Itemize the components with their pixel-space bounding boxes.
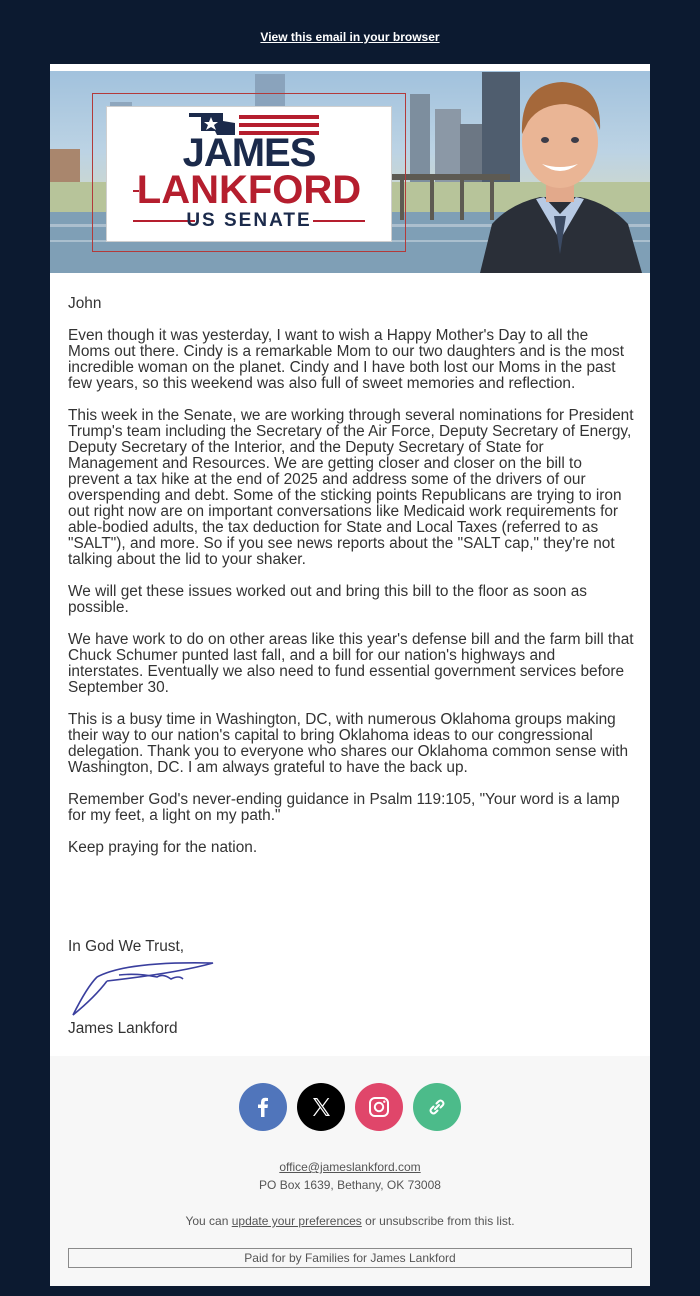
campaign-logo xyxy=(106,106,392,242)
paragraph: We will get these issues worked out and bring this bill to the floor as soon as possible. xyxy=(68,583,587,616)
closing-line: In God We Trust, xyxy=(68,938,185,955)
header-banner xyxy=(50,64,650,273)
email-card xyxy=(50,64,650,1286)
facebook-icon xyxy=(251,1095,275,1119)
view-in-browser-link[interactable]: View this email in your browser xyxy=(260,30,440,44)
paragraph: Remember God's never-ending guidance in Psalm 119:105, "Your word is a lamp for my feet, a light on my path." xyxy=(68,791,620,824)
social-links xyxy=(50,1083,650,1131)
email-footer xyxy=(50,1056,650,1286)
logo-text-james: JAMES xyxy=(182,131,316,175)
prefs-prefix: You can xyxy=(185,1214,232,1228)
handwritten-signature-image xyxy=(67,957,217,1019)
paragraph: This week in the Senate, we are working through several nominations for President Trump's team including the Secretary of the Air Force, Deputy Secretary of Energy, Deputy Secretary of the Interior, and the Deputy Secretary of State for Management and Resources. We are getting closer and closer on the bill to prevent a tax hike at the end of 2025 and address some of the drivers of our overspending and debt. Some of the sticking points Republicans are trying to iron out right now are on important conversations like Medicaid work requirements for able-bodied adults, the tax deduction for State and Local Taxes (referred to as "SALT"), and more. So if you see news reports about the "SALT cap," they're not talking about the lid to your shaker. xyxy=(68,407,634,568)
senator-portrait-image xyxy=(470,64,650,273)
paid-for-disclaimer: Paid for by Families for James Lankford xyxy=(68,1248,632,1268)
paragraph: This is a busy time in Washington, DC, with numerous Oklahoma groups making their way to our nation's capital to bring Oklahoma ideas to our congressional delegation. Thank you to everyone who shares our Oklahoma common sense with Washington, DC. I am always grateful to have the back up. xyxy=(68,711,629,776)
paragraph: Even though it was yesterday, I want to wish a Happy Mother's Day to all the Moms out there. Cindy is a remarkable Mom to our two daughters and is the most incredible woman on the planet. Cindy and I have both lost our Moms in the past few years, so this weekend was also full of sweet memories and reflection. xyxy=(68,327,625,392)
greeting: John xyxy=(68,295,102,312)
letter-body xyxy=(68,296,634,872)
update-preferences-link[interactable]: update your preferences xyxy=(231,1214,362,1228)
instagram-icon xyxy=(367,1095,391,1119)
logo-text-us-senate: US SENATE xyxy=(186,210,312,231)
paragraph: We have work to do on other areas like this year's defense bill and the farm bill that Chuck Schumer punted last fall, and a bill for our nation's highways and interstates. Eventually we also need to fund essential government services before September 30. xyxy=(68,631,634,696)
x-icon xyxy=(309,1095,333,1119)
facebook-link[interactable] xyxy=(239,1083,287,1131)
prefs-suffix: or unsubscribe from this list. xyxy=(361,1214,515,1228)
logo-text-lankford: LANKFORD xyxy=(136,168,362,212)
email-preheader xyxy=(0,0,700,64)
contact-email-link[interactable]: office@jameslankford.com xyxy=(279,1160,421,1174)
link-icon xyxy=(425,1095,449,1119)
paragraph: Keep praying for the nation. xyxy=(68,839,258,856)
mailing-address: PO Box 1639, Bethany, OK 73008 xyxy=(259,1178,441,1192)
logo-rule-bottom-right xyxy=(313,220,365,222)
website-link[interactable] xyxy=(413,1083,461,1131)
x-link[interactable] xyxy=(297,1083,345,1131)
instagram-link[interactable] xyxy=(355,1083,403,1131)
preferences-line xyxy=(50,1214,650,1228)
signer-name: James Lankford xyxy=(68,1020,178,1037)
